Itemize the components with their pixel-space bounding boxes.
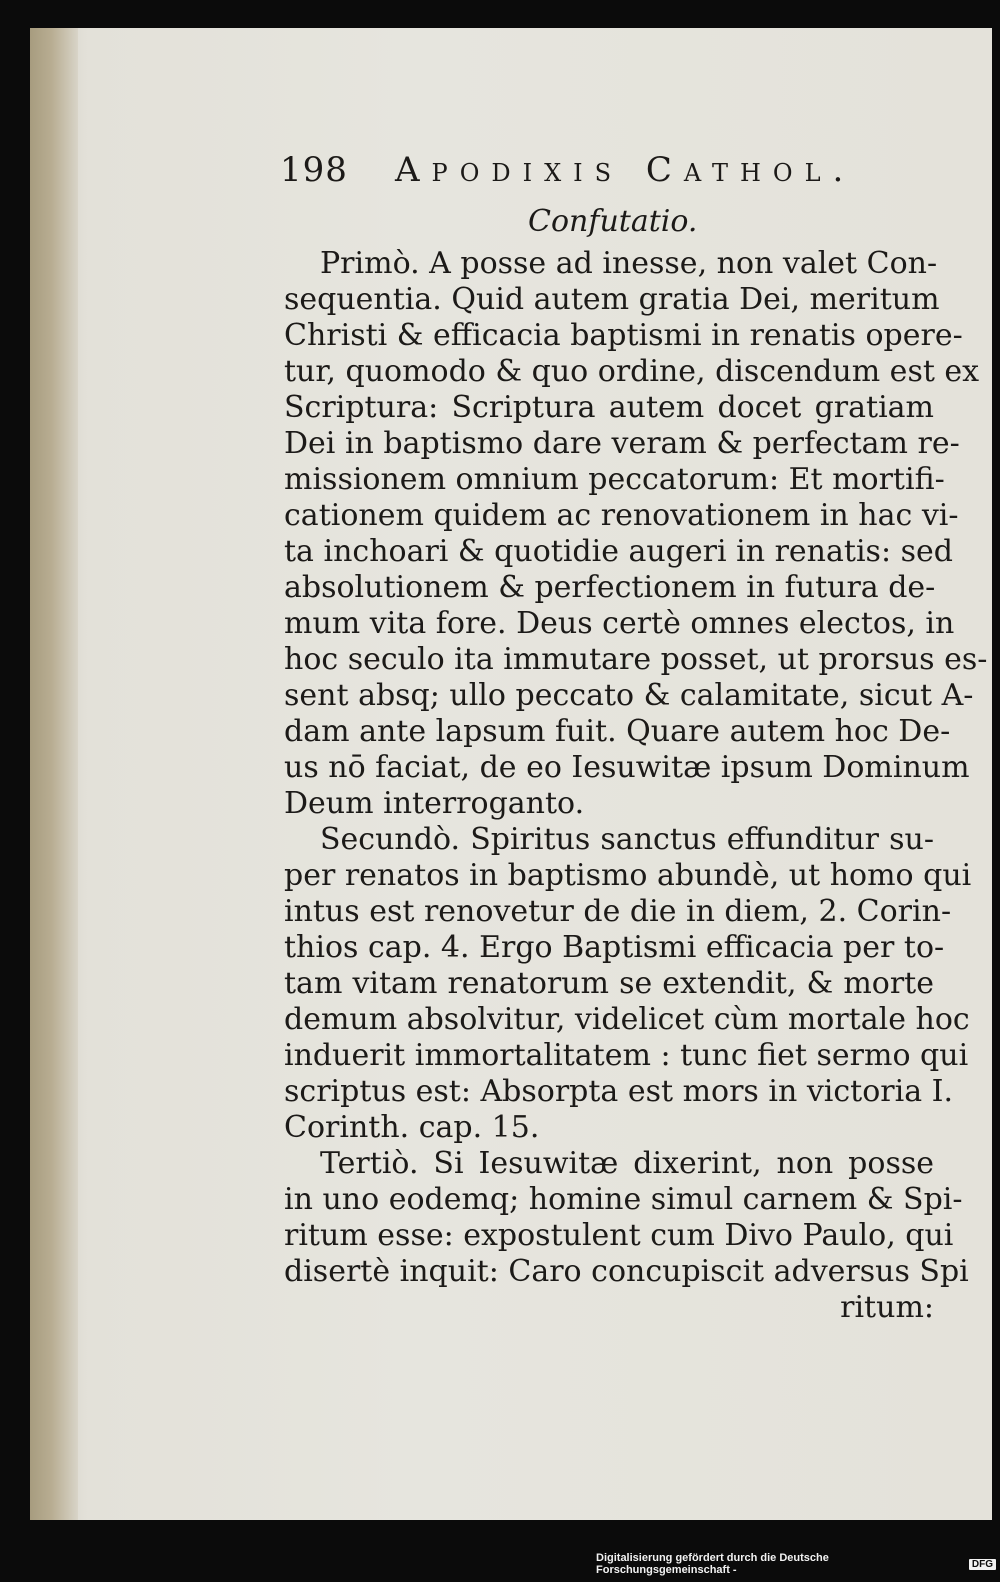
text-line: Dei in baptismo dare veram & perfectam re- bbox=[284, 426, 960, 461]
text-line: scriptus est: Absorpta est mors in victoria I. bbox=[284, 1074, 954, 1109]
text-line: ta inchoari & quotidie augeri in renatis: sed bbox=[284, 534, 953, 569]
catchword: ritum: bbox=[840, 1290, 934, 1325]
text-line: intus est renovetur de die in diem, 2. Corin- bbox=[284, 894, 952, 929]
text-line: demum absolvitur, videlicet cùm mortale hoc bbox=[284, 1002, 970, 1037]
text-line: Christi & efficacia baptismi in renatis opere- bbox=[284, 318, 963, 353]
text-line: us nō faciat, de eo Iesuwitæ ipsum Dominum bbox=[284, 750, 970, 785]
dfg-logo-icon: DFG bbox=[969, 1559, 996, 1570]
text-line: Tertiò. Si Iesuwitæ dixerint, non posse bbox=[320, 1146, 934, 1181]
text-line: ritum esse: expostulent cum Divo Paulo, qui bbox=[284, 1218, 954, 1253]
text-line: cationem quidem ac renovationem in hac vi- bbox=[284, 498, 959, 533]
text-line: dam ante lapsum fuit. Quare autem hoc De- bbox=[284, 714, 951, 749]
text-line: disertè inquit: Caro concupiscit adversus Spi bbox=[284, 1254, 969, 1289]
text-line: Scriptura: Scriptura autem docet gratiam bbox=[284, 390, 934, 425]
text-line: induerit immortalitatem : tunc fiet sermo qui bbox=[284, 1038, 969, 1073]
text-line: tur, quomodo & quo ordine, discendum est ex bbox=[284, 354, 980, 389]
text-line: sent absq; ullo peccato & calamitate, sicut A- bbox=[284, 678, 974, 713]
text-line: Secundò. Spiritus sanctus effunditur su- bbox=[320, 822, 934, 857]
page-number: 198 bbox=[280, 150, 348, 190]
page-header bbox=[280, 148, 960, 198]
text-line: Corinth. cap. 15. bbox=[284, 1110, 540, 1145]
text-line: hoc seculo ita immutare posset, ut prorsus es- bbox=[284, 642, 988, 677]
text-line: Primò. A posse ad inesse, non valet Con- bbox=[320, 246, 938, 281]
digitization-footer bbox=[596, 1554, 996, 1574]
text-line: tam vitam renatorum se extendit, & morte bbox=[284, 966, 934, 1001]
text-line: absolutionem & perfectionem in futura de- bbox=[284, 570, 936, 605]
text-line: per renatos in baptismo abundè, ut homo qui bbox=[284, 858, 972, 893]
text-line: Deum interroganto. bbox=[284, 786, 585, 821]
text-line: sequentia. Quid autem gratia Dei, meritum bbox=[284, 282, 940, 317]
running-head: Apodixis Cathol. bbox=[395, 150, 856, 190]
text-line: in uno eodemq; homine simul carnem & Spi- bbox=[284, 1182, 963, 1217]
body-text bbox=[284, 246, 988, 1326]
book-page bbox=[30, 28, 992, 1520]
text-line: thios cap. 4. Ergo Baptismi efficacia per to- bbox=[284, 930, 945, 965]
text-line: mum vita fore. Deus certè omnes electos, in bbox=[284, 606, 955, 641]
text-line: missionem omnium peccatorum: Et mortifi- bbox=[284, 462, 945, 497]
page-gutter-edge bbox=[30, 28, 78, 1520]
funding-notice: Digitalisierung gefördert durch die Deutsche Forschungsgemeinschaft - bbox=[596, 1552, 829, 1576]
section-title: Confutatio. bbox=[528, 204, 698, 239]
